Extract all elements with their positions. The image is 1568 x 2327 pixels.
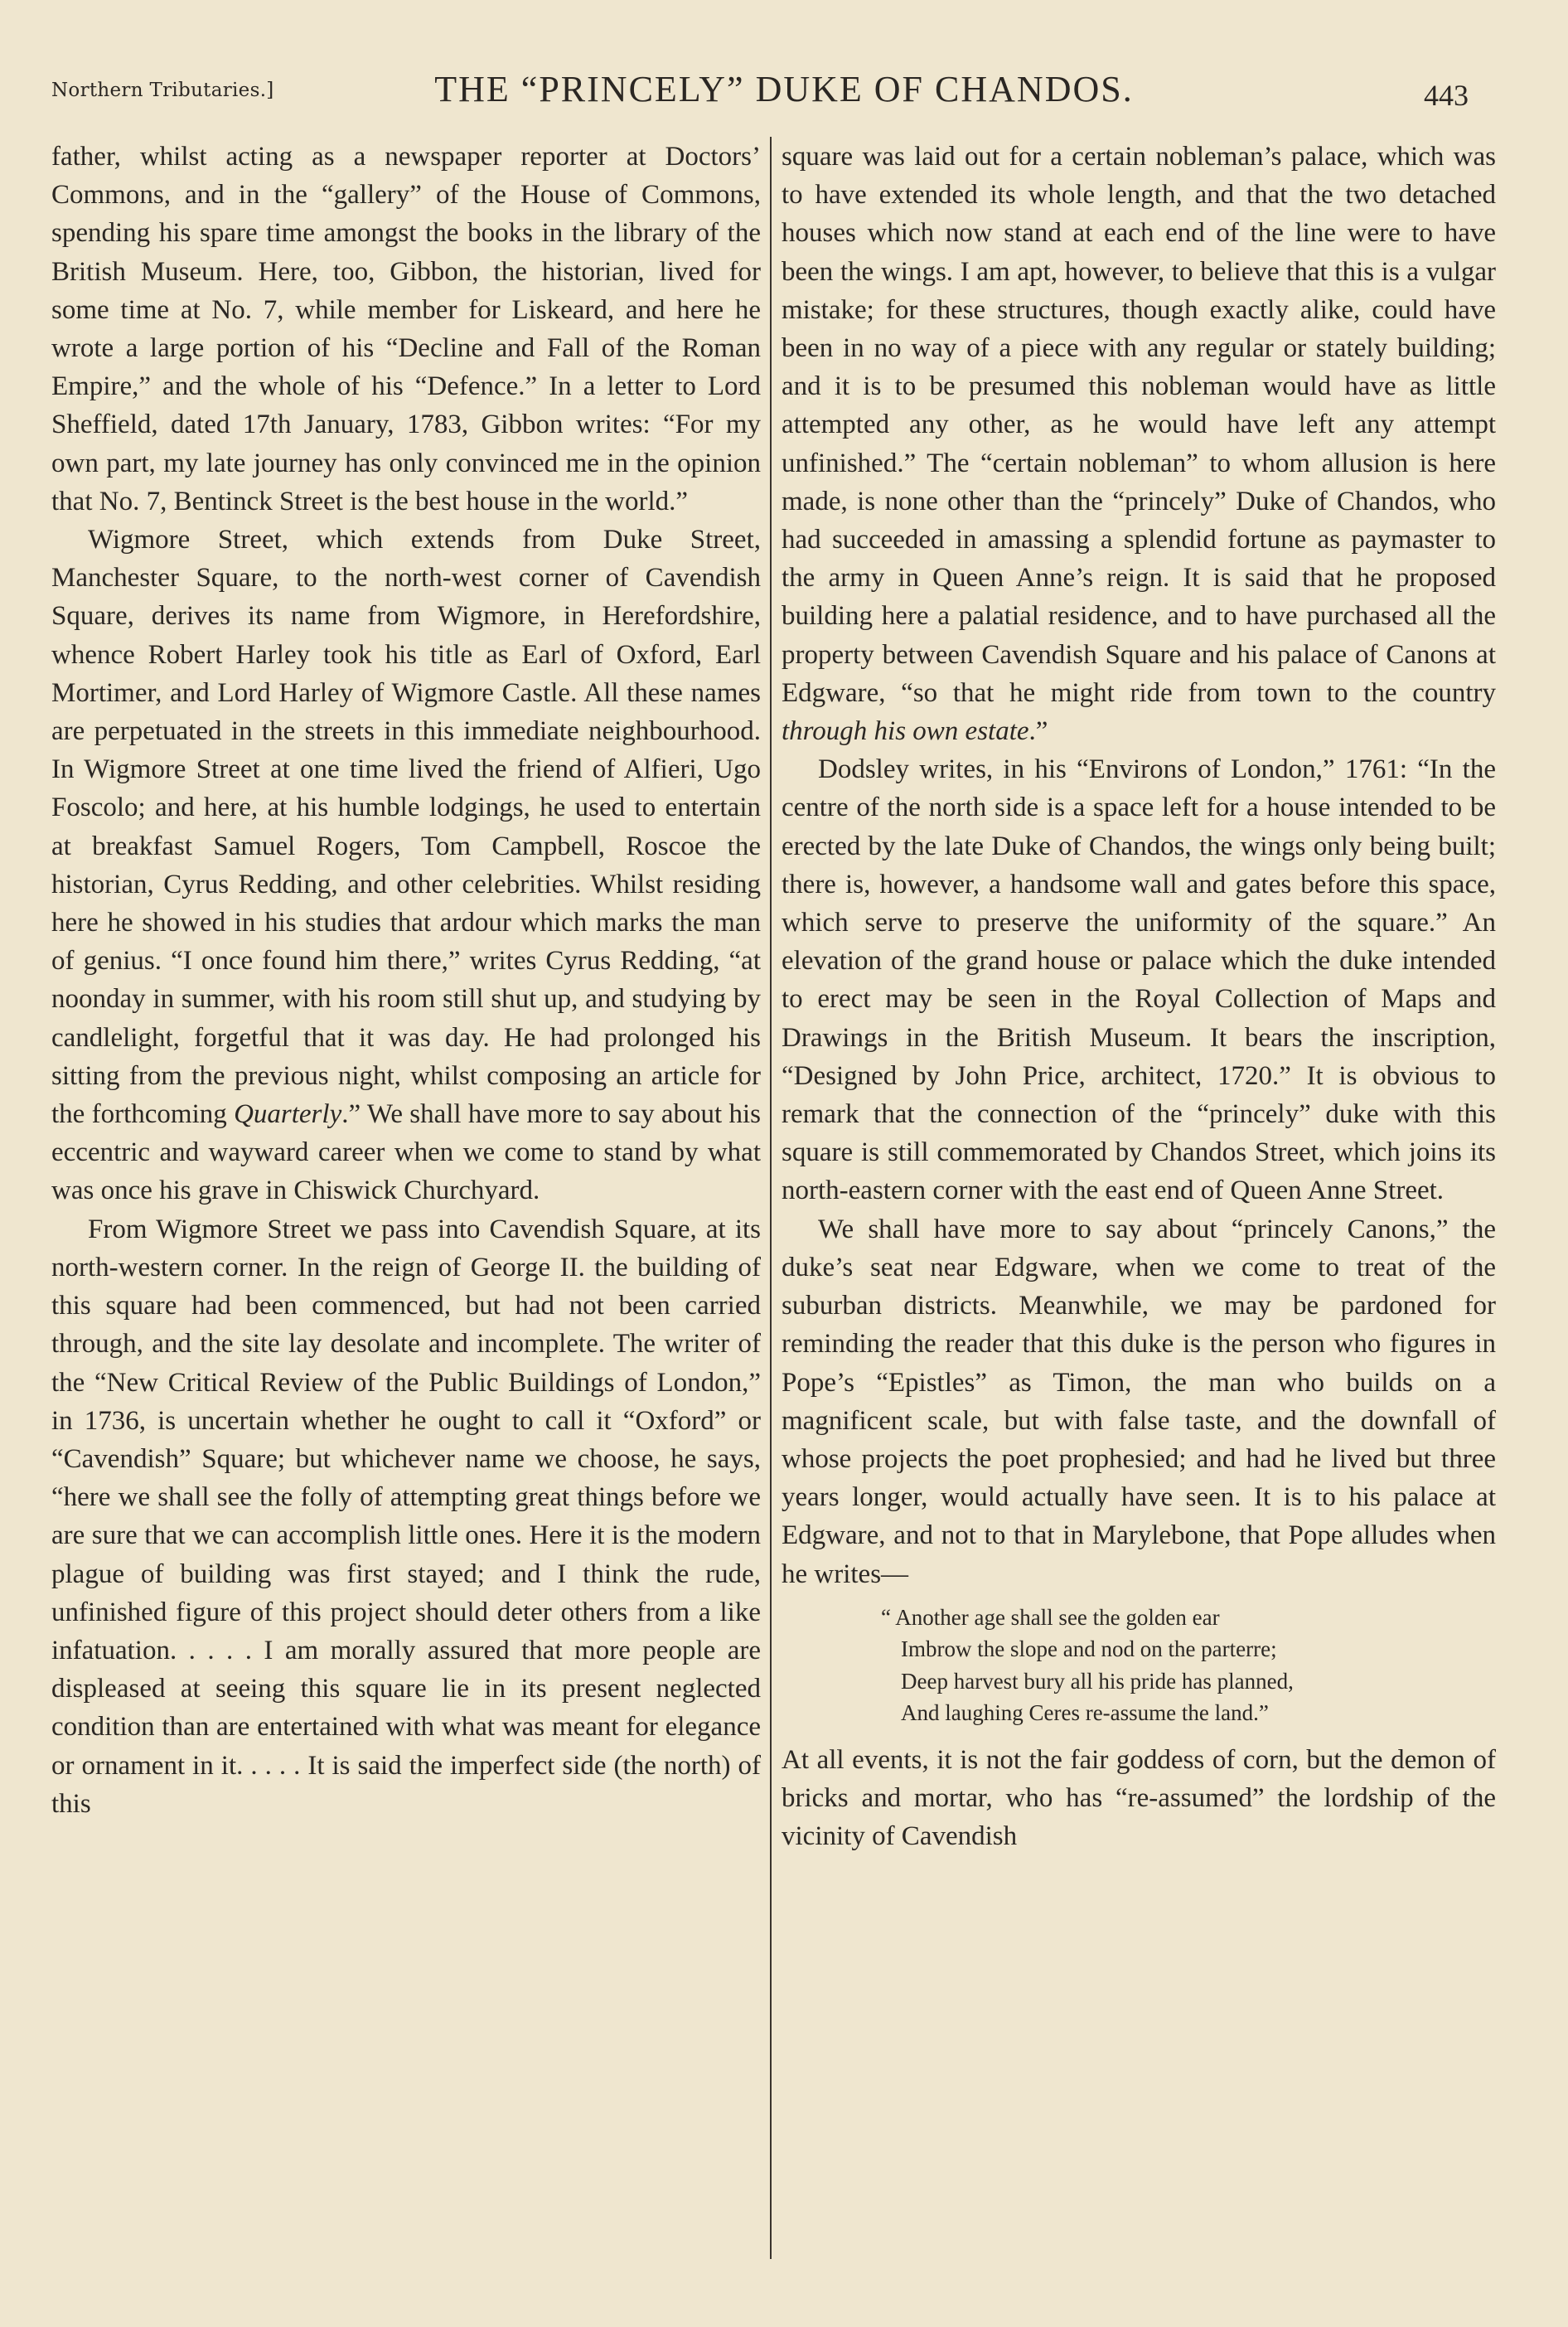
paragraph [782, 138, 1496, 750]
verse-quote [881, 1602, 1496, 1729]
right-column [782, 138, 1496, 1855]
left-column [51, 138, 761, 1823]
italic-title: Quarterly [234, 1099, 342, 1130]
paragraph: father, whilst acting as a newspaper reporter at Doctors’ Commons, and in the “gallery” of the House of Commons, spending his spare time amongst the books in the library of the British Museum. Here, too, Gibbon, the historian, lived for some time at No. 7, while member for Liskeard, and here he wrote a large portion of his “Decline and Fall of the Roman Empire,” and the whole of his “Defence.” In a letter to Lord Sheffield, dated 17th January, 1783, Gibbon writes: “For my own part, my late journey has only convinced me in the opinion that No. 7, Bentinck Street is the best house in the world.” [51, 142, 761, 516]
italic-phrase: through his own estate [782, 716, 1029, 747]
page-title: THE “PRINCELY” DUKE OF CHANDOS. [434, 69, 1134, 109]
verse-line: Deep harvest bury all his pride has planned, [901, 1668, 1294, 1694]
paragraph: From Wigmore Street we pass into Cavendish Square, at its north-western corner. In the reign of George II. the building of this square had been commenced, but had not been carried through, and the site lay desolate and incomplete. The writer of the “New Critical Review of the Public Buildings of London,” in 1736, is uncertain whether he ought to call it “Oxford” or “Cavendish” Square; but whichever name we choose, he says, “here we shall see the folly of attempting great things before we are sure that we can accomplish little ones. Here it is the modern plague of building was first stayed; and I think the rude, unfinished figure of this project should deter others from a like infatuation. . . . . I am morally assured that more people are displeased at seeing this square lie in its present neglected condition than are entertained with what was meant for elegance or ornament in it. . . . . It is said the imperfect side (the north) of this [51, 1214, 761, 1819]
paragraph: At all events, it is not the fair goddess of corn, but the demon of bricks and mortar, who has “re-assumed” the lordship of the vicinity of Cavendish [782, 1744, 1496, 1852]
text-run: Wigmore Street, which extends from Duke Street, Manchester Square, to the north-west corner of Cavendish Square, derives its name from Wigmore, in Herefordshire, whence Robert Harley took his title as Earl of Oxford, Earl Mortimer, and Lord Harley of Wigmore Castle. All these names are perpetuated in the streets in this immediate neighbourhood. In Wigmore Street at one time lived the friend of Alfieri, Ugo Foscolo; and here, at his humble lodgings, he used to entertain at breakfast Samuel Rogers, Tom Campbell, Roscoe the historian, Cyrus Redding, and other celebrities. Whilst residing here he showed in his studies that ardour which marks the man of genius. “I once found him there,” writes Cyrus Redding, “at noonday in summer, with his room still shut up, and studying by candlelight, forgetful that it was day. He had prolonged his sitting from the previous night, whilst composing an article for the forthcoming [51, 525, 761, 1130]
page-number: 443 [1424, 79, 1469, 112]
text-run: .” [1028, 716, 1048, 747]
paragraph: We shall have more to say about “princely Canons,” the duke’s seat near Edgware, when we come to treat of the suburban districts. Meanwhile, we may be pardoned for reminding the reader that this duke is the person who figures in Pope’s “Epistles” as Timon, the man who builds on a magnificent scale, but with false taste, and the downfall of whose projects the poet prophesied; and had he lived but three years longer, would actually have seen. It is to his palace at Edgware, and not to that in Marylebone, that Pope alludes when he writes— [782, 1214, 1496, 1589]
section-label: Northern Tributaries.] [51, 80, 274, 101]
verse-line: “ Another age shall see the golden ear [881, 1604, 1220, 1630]
verse-line: And laughing Ceres re-assume the land.” [901, 1700, 1269, 1726]
text-run: .” We shall have more to say about his eccentric and wayward career when we come to stand by what was once his grave in Chiswick Churchyard. [51, 1099, 761, 1206]
text-run: square was laid out for a certain nobleman’s palace, which was to have extended its whole length, and that the two detached houses which now stand at each end of the line were to have been the wings. I am apt, however, to believe that this is a vulgar mistake; for these structures, though exactly alike, could have been in no way of a piece with any regular or stately building; and it is to be presumed this nobleman would have as little attempted any other, as he would have left any attempt unfinished.” The “certain nobleman” to whom allusion is here made, is none other than the “princely” Duke of Chandos, who had succeeded in amassing a splendid fortune as paymaster to the army in Queen Anne’s reign. It is said that he proposed building here a palatial residence, and to have purchased all the property between Cavendish Square and his palace of Canons at Edgware, “so that he might ride from town to the country [782, 142, 1496, 708]
paragraph [51, 521, 761, 1210]
verse-line: Imbrow the slope and nod on the parterre; [901, 1636, 1277, 1662]
column-divider [770, 137, 772, 2259]
paragraph: Dodsley writes, in his “Environs of London,” 1761: “In the centre of the north side is a space left for a house intended to be erected by the late Duke of Chandos, the wings only being built; there is, however, a handsome wall and gates before this space, which serve to preserve the uniformity of the square.” An elevation of the grand house or palace which the duke intended to erect may be seen in the Royal Collection of Maps and Drawings in the British Museum. It bears the inscription, “Designed by John Price, architect, 1720.” It is obvious to remark that the connection of the “princely” duke with this square is still commemorated by Chandos Street, which joins its north-eastern corner with the east end of Queen Anne Street. [782, 754, 1496, 1206]
running-header [0, 60, 1568, 126]
